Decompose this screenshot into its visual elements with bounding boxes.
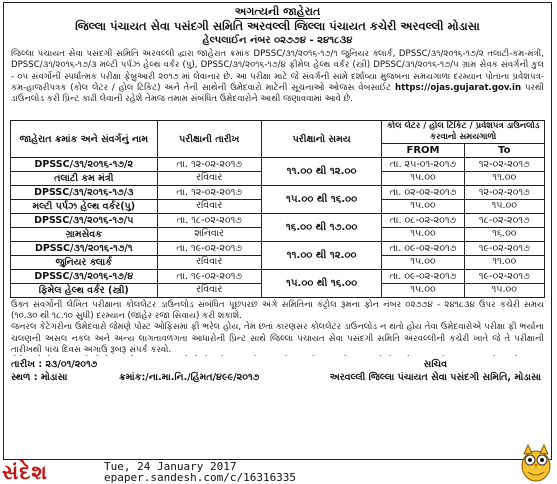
intro-paragraph — [4, 48, 551, 117]
publication-date: Tue, 24 January 2017 — [104, 460, 237, 473]
exam-time: ૧૫.૦૦ થી ૧૬.૦૦ — [261, 186, 381, 214]
from-time: ૧૫.૦૦ — [410, 200, 436, 211]
ojas-link[interactable]: https://ojas.gujarat.gov.in — [395, 82, 522, 93]
intro-text-after: પરથી ડાઉનલોડ કરી પ્રિન્ટ કાઢી લેવાની રહેશે તેમજ તમામ સંબંધિત ઉમેદવારોને આથી જણાવવામાં આવે છે. — [11, 82, 545, 105]
source-strip — [0, 462, 557, 483]
from-date: તા. ૦૯-૦૨-૨૦૧૭ — [382, 243, 463, 257]
from-time: ૧૫.૦૦ — [410, 172, 436, 183]
table-row — [11, 270, 545, 298]
from-time: ૧૫.૦૦ — [410, 228, 436, 239]
table-row — [11, 214, 545, 242]
exam-day: રવિવાર — [196, 284, 223, 295]
exam-schedule-table — [10, 120, 545, 298]
from-date: તા. ૨૫-૦૧-૨૦૧૭ — [382, 159, 463, 173]
exam-date: તા. ૧૯-૦૨-૨૦૧૭ — [158, 271, 261, 285]
notice-advertisement — [3, 2, 552, 460]
organization-name: જિલ્લા પંચાયત સેવા પસંદગી સમિતિ અરવલ્લી જિલ્લા પંચાયત કચેરી અરવલ્લી મોડાસા — [75, 19, 480, 33]
owl-icon — [518, 442, 554, 482]
from-time: ૧૫.૦૦ — [410, 284, 436, 295]
table-row — [11, 186, 545, 214]
exam-date: તા. ૧૯-૦૨-૨૦૧૭ — [158, 243, 261, 257]
helpline-number: હેલ્પલાઈન નંબર ૦૨૭૭૪ - ૨૪૧૮૩૪ — [202, 35, 353, 46]
table-row — [11, 242, 545, 270]
post-name: મલ્ટી પર્પઝ હેલ્થ વર્કર(પુ) — [32, 201, 136, 212]
header-date: પરીક્ષાની તારીખ — [157, 121, 261, 158]
post-name: જુનિયર ક્લાર્ક — [55, 257, 112, 268]
from-time: ૧૫.૦૦ — [410, 256, 436, 267]
exam-time: ૧૬.૦૦ થી ૧૭.૦૦ — [261, 214, 381, 242]
to-time: ૧૫.૦૦ — [491, 200, 517, 211]
post-name: તલાટી કમ મંત્રી — [54, 173, 114, 184]
advert-code: DPSSC/૩૧/૨૦૧૬-૧૭/૩ — [11, 186, 157, 200]
to-time: ૧૧.૦૦ — [492, 256, 517, 267]
to-date: ૧૮-૦૨-૨૦૧૭ — [465, 215, 544, 229]
exam-date: તા. ૧૨-૦૨-૨૦૧૭ — [158, 187, 261, 201]
exam-time: ૧૧.૦૦ થી ૧૨.૦૦ — [261, 242, 381, 270]
table-row — [11, 158, 545, 186]
exam-day: રવિવાર — [196, 200, 223, 211]
to-date: ૧૯-૦૨-૨૦૧૭ — [465, 271, 544, 285]
header-post: જાહેરાત ક્રમાંક અને સંવર્ગનું નામ — [11, 121, 158, 158]
exam-time: ૧૫.૦૦ થી ૧૬.૦૦ — [261, 270, 381, 298]
instructions-paragraph — [4, 298, 551, 356]
post-name: ફિમેલ હેલ્થ વર્કર (સ્ત્રી) — [38, 285, 129, 296]
office-name: અરવલ્લી જિલ્લા પંચાયત સેવા પસંદગી સમિતિ, મોડાસા — [329, 372, 541, 383]
exam-date: તા. ૧૨-૦૨-૨૦૧૭ — [158, 159, 261, 173]
exam-date: તા. ૧૮-૦૨-૨૦૧૭ — [158, 215, 261, 229]
exam-day: રવિવાર — [196, 256, 223, 267]
to-date: ૧૯-૦૨-૨૦૧૭ — [465, 243, 544, 257]
fee-note: જનરલ કેટેગરીના ઉમેદવારો જેમણે પોસ્ટ ઓફિસમાં ફી ભરેલ હોય, તેમ છતાં કારણસર કોલલેટર ડાઉનલોડ ન થતો હોય તેવા ઉમેદવારોએ પરીક્ષા ફી ભર્યાના ચલણની અસલ નકલ અને અન્ય લાગતાવળગતા આધારોની પ્રિન્ટ સાથે જિલ્લા પંચાયત સેવા પસંદગી સમિતિ અરવલ્લીની કચેરી ખાતે જે તે પરીક્ષાની તારીખથી પાંચ દિવસ અગાઉ રૂબરૂ સંપર્ક કરવો. — [11, 322, 544, 355]
notice-place: સ્થળ : મોડાસા — [11, 372, 68, 383]
to-time: ૧૫.૦૦ — [491, 284, 517, 295]
to-date: ૧૨-૦૨-૨૦૧૭ — [465, 187, 544, 201]
from-date: તા. ૦૯-૦૨-૨૦૧૭ — [382, 271, 463, 285]
intro-text: જિલ્લા પંચાયત સેવા પસંદગી સમિતિ અરવલ્લી દ્વારા જાહેરાત ક્રમાંક DPSSC/૩૧/૨૦૧૬-૧૭/૧ જુનિયર ક્લાર્ક, DPSSC/૩૧/૨૦૧૬-૧૭/૨ તલાટી-કમ-મંત્રી, DPSSC/૩૧/૨૦૧૬-૧૭/૩ મલ્ટી પર્પઝ હેલ્થ વર્કર (પુ), DPSSC/૩૧/૨૦૧૬-૧૭/૪ ફીમેલ હેલ્થ વર્કર (સ્ત્રી) DPSSC/૩૧/૨૦૧૬-૧૭/૫ ગ્રામ સેવક સંવર્ગની કુલ - ૦૫ સંવર્ગોની સ્પર્ધાત્મક પરીક્ષા ફેબ્રુઆરી ૨૦૧૭ માં લેવાનાર છે. આ પરીક્ષા માટે જે સંવર્ગની સામે દર્શાવ્યા મુજબના સમયગાળા દરમ્યાન પોતાના પ્રવેશપત્ર-કમ-હાજરીપત્રક (કોલ લેટર / હોલ ટિકિટ) અને તેની સાથેની ઉમેદવારો માટેની સૂચનાઓ ઓજસ વેબસાઈટ — [11, 49, 544, 93]
post-name: ગ્રામસેવક — [65, 229, 102, 240]
header-from: FROM — [382, 144, 464, 158]
advert-code: DPSSC/૩૧/૨૦૧૬-૧૭/૪ — [11, 270, 157, 284]
advert-code: DPSSC/૩૧/૨૦૧૬-૧૭/૧ — [11, 242, 157, 256]
reference-number: ક્રમાંક:/ના.મા.નિ./હિંમત/૪૯૯/૨૦૧૭ — [119, 372, 260, 383]
epaper-link[interactable]: epaper.sandesh.com/c/16316335 — [104, 471, 297, 484]
signature-block — [4, 356, 551, 396]
header-download-period: કોલ લેટર / હોલ ટિકિટ / પ્રવેશપત્ર ડાઉનલોડ કરવાનો સમયગાળો — [382, 121, 545, 144]
designation: સચિવ — [423, 359, 448, 370]
from-date: તા. ૦૨-૦૨-૨૦૧૭ — [382, 187, 463, 201]
notice-date: તારીખ : ૨૩/૦૧/૨૦૧૭ — [11, 359, 98, 370]
to-time: ૧૬.૦૦ — [492, 228, 517, 239]
advert-code: DPSSC/૩૧/૨૦૧૬-૧૭/૨ — [11, 158, 157, 172]
exam-time: ૧૧.૦૦ થી ૧૨.૦૦ — [261, 158, 381, 186]
exam-day: રવિવાર — [196, 172, 223, 183]
from-date: તા. ૦૮-૦૨-૨૦૧૭ — [382, 215, 463, 229]
exam-day: શનિવાર — [194, 228, 225, 239]
advert-code: DPSSC/૩૧/૨૦૧૬-૧૭/૫ — [11, 214, 157, 228]
helpline-note: ઉક્ત સંવર્ગોની લેખિત પરીક્ષાના કોલલેટર ડાઉનલોડ સંબંધિત પૂછપરછ અંગે સમિતિના કંટ્રોલ રૂમના ફોન નંબર ૦૨૭૭૪ - ૨૪૧૮૩૪ ઉપર કચેરી સમય (૧૦.૩૦ થી ૧૮.૧૦ સુધી) દરમ્યાન (જાહેર રજા સિવાય) કરી શકાશે. — [11, 300, 544, 322]
notice-title: અગત્યની જાહેરાત — [234, 5, 321, 18]
sandesh-logo: સંદેશ — [2, 460, 48, 484]
header-to: To — [464, 144, 544, 158]
to-date: ૧૨-૦૨-૨૦૧૭ — [465, 159, 544, 173]
header-time: પરીક્ષાનો સમય — [261, 121, 381, 158]
to-time: ૧૧.૦૦ — [492, 172, 517, 183]
